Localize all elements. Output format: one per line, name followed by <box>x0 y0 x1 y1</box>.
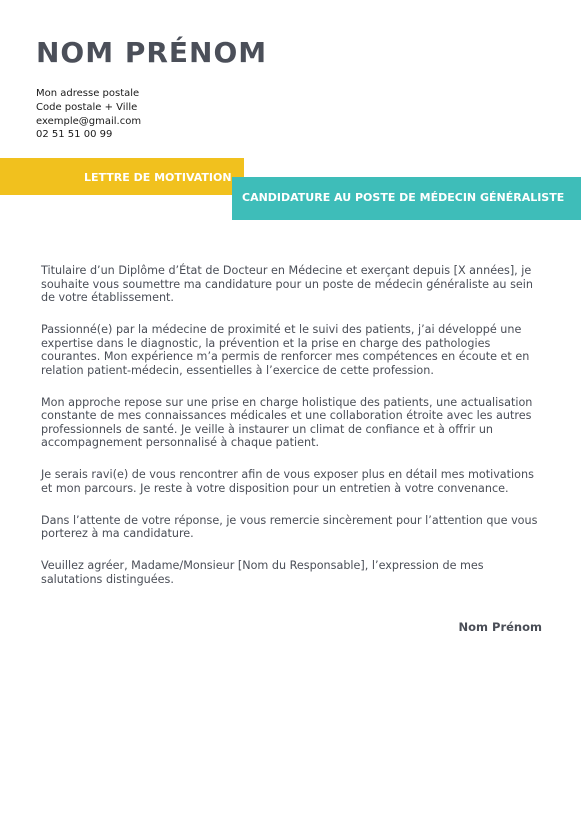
letter-type-band <box>0 158 244 195</box>
letter-paragraph: Titulaire d’un Diplôme d’État de Docteur en Médecine et exerçant depuis [X années], je souhaite vous soumettre ma candidature pour un poste de médecin généraliste au sein de votre établissement. <box>41 264 533 304</box>
letter-paragraph: Veuillez agréer, Madame/Monsieur [Nom du Responsable], l’expression de mes salutations distinguées. <box>41 559 484 586</box>
postal-address: Mon adresse postale <box>36 88 140 99</box>
signature: Nom Prénom <box>458 620 542 634</box>
position-band <box>232 177 581 220</box>
phone-number: 02 51 51 00 99 <box>36 129 113 141</box>
applicant-name: NOM PRÉNOM <box>36 36 268 69</box>
postal-code-city: Code postale + Ville <box>36 101 138 113</box>
letter-body <box>41 264 545 605</box>
position-label: CANDIDATURE AU POSTE DE MÉDECIN GÉNÉRALISTE <box>242 191 565 204</box>
email-address: exemple@gmail.com <box>36 115 142 127</box>
letter-paragraph: Je serais ravi(e) de vous rencontrer afin de vous exposer plus en détail mes motivations et mon parcours. Je reste à votre disposition pour un entretien à votre convenance. <box>41 468 534 495</box>
letter-type-label: LETTRE DE MOTIVATION <box>84 171 232 184</box>
letter-paragraph: Mon approche repose sur une prise en charge holistique des patients, une actualisation constante de mes connaissances médicales et une collaboration étroite avec les autres professionnels de santé. Je veille à instaurer un climat de confiance et à offrir un accompagnement personnalisé à chaque patient. <box>41 395 533 449</box>
letter-paragraph: Passionné(e) par la médecine de proximité et le suivi des patients, j’ai développé une expertise dans le diagnostic, la prévention et la prise en charge des pathologies courantes. Mon expérience m’a permis de renforcer mes compétences en écoute et en relation patient-médecin, essentielles à l’exercice de cette profession. <box>41 323 530 377</box>
contact-block <box>36 87 141 142</box>
letter-paragraph: Dans l’attente de votre réponse, je vous remercie sincèrement pour l’attention que vous porterez à ma candidature. <box>41 513 538 540</box>
